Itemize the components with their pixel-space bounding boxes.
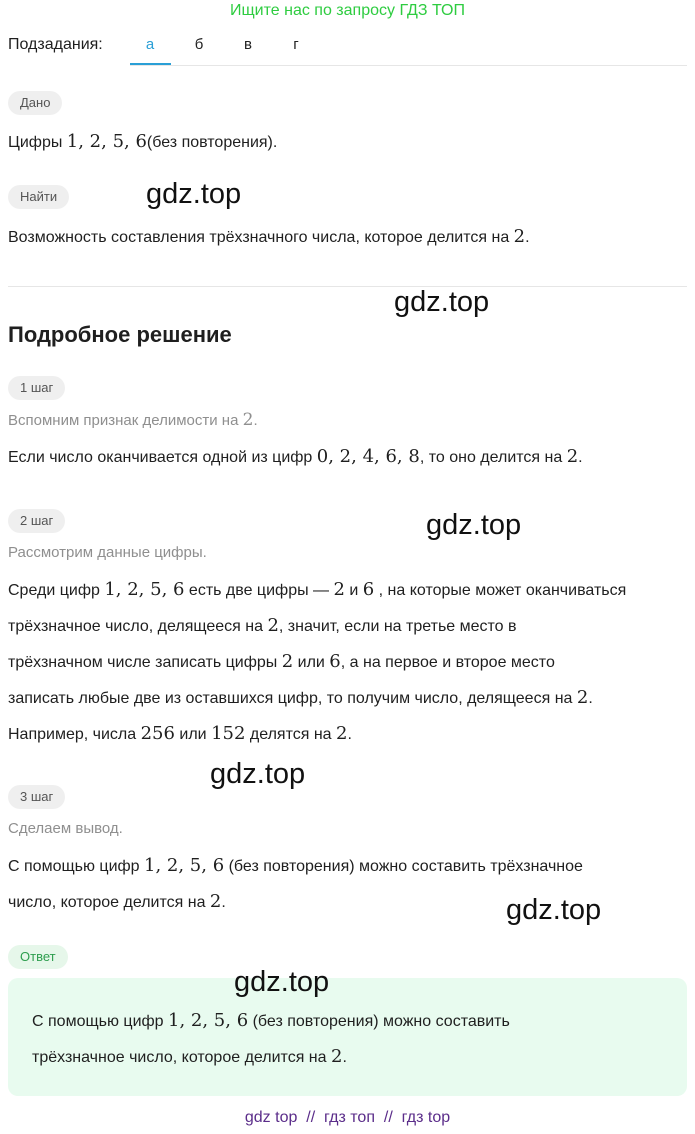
watermark: gdz.top	[234, 966, 330, 998]
active-tab-indicator	[130, 63, 171, 65]
answer-box	[8, 978, 687, 1096]
find-badge: Найти	[8, 185, 69, 209]
watermark: gdz.top	[394, 286, 490, 318]
step-2-line-4: записать любые две из оставшихся цифр, то получим число, делящееся на 2.	[8, 687, 593, 708]
step-1-hint: Вспомним признак делимости на 2.	[8, 410, 258, 430]
step-1-badge: 1 шаг	[8, 376, 65, 400]
subtasks-label: Подзадания:	[8, 36, 103, 53]
tab-a[interactable]: а	[145, 36, 155, 53]
step-3-line-1: С помощью цифр 1, 2, 5, 6 (без повторения) можно составить трёхзначное	[8, 855, 583, 876]
step-2-line-3: трёхзначном числе записать цифры 2 или 6, а на первое и второе место	[8, 651, 555, 672]
answer-line-1: С помощью цифр 1, 2, 5, 6 (без повторения) можно составить	[32, 1010, 510, 1031]
step-2-line-1: Среди цифр 1, 2, 5, 6 есть две цифры — 2 и 6 , на которые может оканчиваться	[8, 579, 627, 600]
answer-badge: Ответ	[8, 945, 68, 969]
find-text: Возможность составления трёхзначного числа, которое делится на 2.	[8, 226, 530, 247]
given-badge: Дано	[8, 91, 62, 115]
step-3-hint: Сделаем вывод.	[8, 820, 123, 837]
step-2-badge: 2 шаг	[8, 509, 65, 533]
watermark: gdz.top	[146, 178, 242, 210]
watermark: gdz.top	[506, 894, 602, 926]
step-3-badge: 3 шаг	[8, 785, 65, 809]
given-text: Цифры 1, 2, 5, 6(без повторения).	[8, 131, 278, 152]
step-2-line-2: трёхзначное число, делящееся на 2, значит, если на третье место в	[8, 615, 517, 636]
tab-b[interactable]: б	[194, 36, 204, 53]
step-2-hint: Рассмотрим данные цифры.	[8, 544, 207, 561]
watermark: gdz.top	[210, 758, 306, 790]
step-1-text: Если число оканчивается одной из цифр 0, 2, 4, 6, 8, то оно делится на 2.	[8, 446, 583, 467]
search-hint-banner: Ищите нас по запросу ГДЗ ТОП	[230, 2, 465, 19]
step-2-line-5: Например, числа 256 или 152 делятся на 2.	[8, 723, 352, 744]
answer-line-2: трёхзначное число, которое делится на 2.	[32, 1046, 347, 1067]
section-divider	[8, 286, 687, 287]
watermark: gdz.top	[426, 509, 522, 541]
footer-links: gdz top // гдз топ // гдз top	[244, 1109, 451, 1126]
tab-g[interactable]: г	[293, 36, 299, 53]
tab-v[interactable]: в	[244, 36, 252, 53]
step-3-line-2: число, которое делится на 2.	[8, 891, 226, 912]
solution-title: Подробное решение	[8, 322, 232, 347]
tabs-divider	[130, 65, 687, 66]
